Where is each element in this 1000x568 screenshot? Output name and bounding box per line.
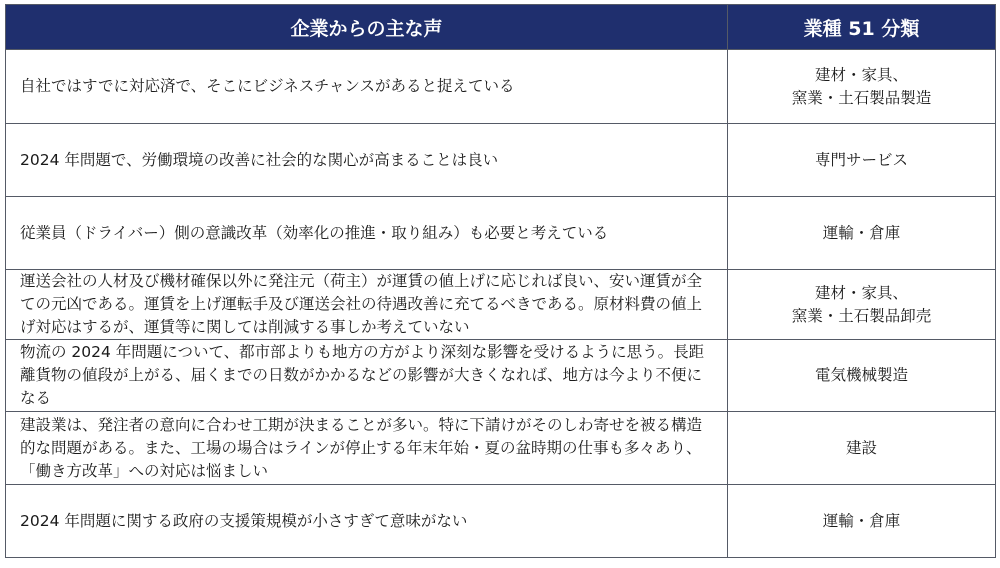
survey-table [5, 4, 996, 558]
header-voice: 企業からの主な声 [6, 5, 728, 50]
industry-line: 建材・家具、 [814, 65, 908, 84]
voice-cell: 建設業は、発注者の意向に合わせ工期が決まることが多い。特に下請けがそのしわ寄せを被る構造的な問題がある。また、工場の場合はラインが停止する年末年始・夏の盆時期の仕事も多々あり、「働き方改革」への対応は悩ましい [6, 412, 728, 485]
voice-cell: 2024 年問題に関する政府の支援策規模が小さすぎて意味がない [6, 485, 728, 558]
voice-cell: 従業員（ドライバー）側の意識改革（効率化の推進・取り組み）も必要と考えている [6, 197, 728, 270]
industry-line: 窯業・土石製品製造 [791, 88, 932, 107]
voice-cell: 物流の 2024 年問題について、都市部よりも地方の方がより深刻な影響を受けるように思う。長距離貨物の値段が上がる、届くまでの日数がかかるなどの影響が大きくなれば、地方は今より不便になる [6, 340, 728, 412]
industry-cell [728, 50, 996, 124]
industry-line: 専門サービス [814, 150, 908, 169]
industry-cell [728, 197, 996, 270]
voice-cell: 2024 年問題で、労働環境の改善に社会的な関心が高まることは良い [6, 124, 728, 197]
industry-cell [728, 412, 996, 485]
industry-line: 建設 [845, 438, 877, 457]
table-row [6, 412, 996, 485]
industry-cell [728, 124, 996, 197]
table-row [6, 270, 996, 340]
industry-cell [728, 340, 996, 412]
table-row [6, 197, 996, 270]
table-row [6, 124, 996, 197]
industry-line: 電気機械製造 [814, 366, 908, 384]
industry-line: 建材・家具、 [814, 283, 908, 302]
industry-line: 運輸・倉庫 [822, 223, 901, 242]
industry-line: 運輸・倉庫 [822, 511, 901, 530]
industry-cell [728, 270, 996, 340]
voice-cell: 運送会社の人材及び機材確保以外に発注元（荷主）が運賃の値上げに応じれば良い、安い運賃が全ての元凶である。運賃を上げ運転手及び運送会社の待遇改善に充てるべきである。原材料費の値上げ対応はするが、運賃等に関しては削減する事しか考えていない [6, 270, 728, 340]
table-row [6, 340, 996, 412]
table-row [6, 50, 996, 124]
table-row [6, 485, 996, 558]
voice-cell: 自社ではすでに対応済で、そこにビジネスチャンスがあると捉えている [6, 50, 728, 124]
industry-cell [728, 485, 996, 558]
table-header-row [6, 5, 996, 50]
industry-line: 窯業・土石製品卸売 [791, 306, 932, 325]
header-industry: 業種 51 分類 [728, 5, 996, 50]
